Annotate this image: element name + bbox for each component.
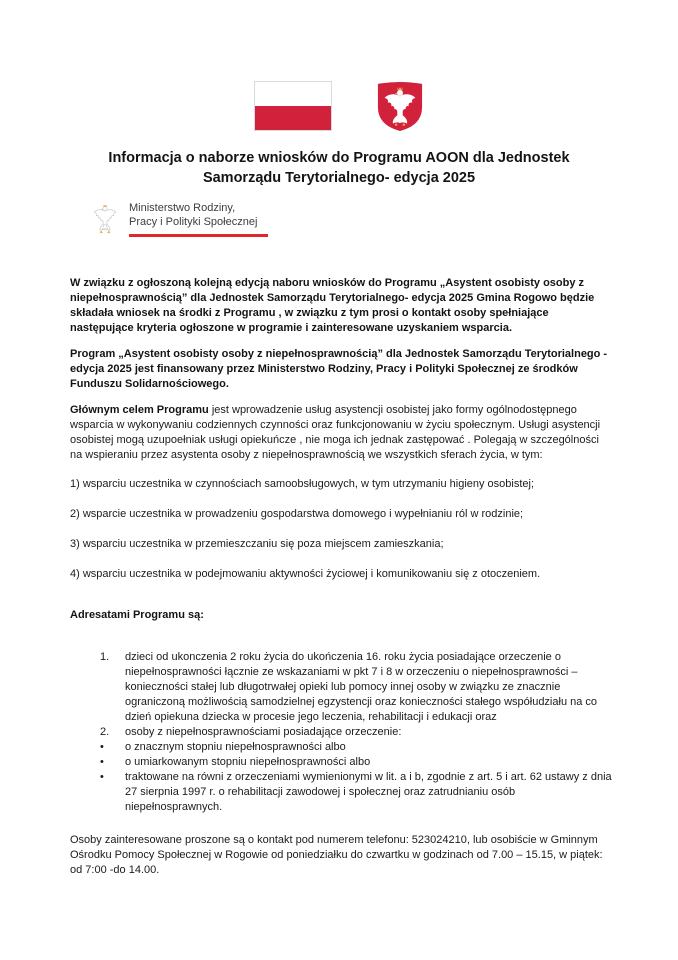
goal-paragraph-lead: Głównym celem Programu	[70, 404, 209, 416]
bullet-marker: •	[100, 756, 104, 768]
addressee-bullet-2	[70, 755, 613, 770]
addressee-bullet-1	[70, 740, 613, 755]
addressees-heading: Adresatami Programu są:	[70, 609, 204, 621]
bullet-marker: •	[100, 771, 104, 783]
document-body	[70, 276, 613, 878]
intro-paragraph: W związku z ogłoszoną kolejną edycją naboru wniosków do Programu „Asystent osobisty osoby z niepełnosprawnością” dla Jednostek Samorządu Terytorialnego- edycja 2025 Gmina Rogowo będzie składała wniosek na środki z Programu , w związku z tym prosi o kontakt osoby spełniające następujące kryteria ogłoszone w programie i zainteresowane uzyskaniem wsparcia.	[70, 277, 595, 334]
flag-white-stripe	[255, 82, 331, 106]
ministry-name-line2: Pracy i Polityki Społecznej	[129, 215, 258, 228]
flag-red-stripe	[255, 106, 331, 130]
contact-paragraph: Osoby zainteresowane proszone są o kontakt pod numerem telefonu: 523024210, lub osobiście w Gminnym Ośrodku Pomocy Społecznej w Rogowie od poniedziałku do czwartku w godzinach od 7.00 – 15.15, w piątek: od 7:00 -do 14.00.	[70, 834, 603, 876]
support-point-3: 3) wsparciu uczestnika w przemieszczaniu się poza miejscem zamieszkania;	[70, 538, 444, 550]
list-item-text: o znacznym stopniu niepełnosprawności albo	[125, 741, 346, 753]
document-title: Informacja o naborze wniosków do Programu AOON dla Jednostek Samorządu Terytorialnego- edycja 2025	[108, 150, 570, 186]
bullet-marker: •	[100, 741, 104, 753]
list-item-text: dzieci od ukonczenia 2 roku życia do ukończenia 16. roku życia posiadające orzeczenie o niepełnosprawności łącznie ze wskazaniami w pkt 7 i 8 w orzeczeniu o niepełnosprawności – konieczności stałej lub długotrwałej opieki lub pomocy innej osoby w związku ze znacznie ograniczoną możliwością samodzielnej egzystencji oraz konieczności stałego współudziału na co dzień opiekuna dziecka w procesie jego leczenia, rehabilitacji i edukacji oraz	[125, 651, 598, 723]
ministry-name	[129, 196, 268, 237]
support-point-4: 4) wsparciu uczestnika w podejmowaniu aktywności życiowej i komunikowaniu się z otoczeniem.	[70, 568, 541, 580]
goal-paragraph	[70, 403, 613, 463]
coat-of-arms-icon	[376, 79, 424, 133]
ministry-name-line1: Ministerstwo Rodziny,	[129, 202, 236, 214]
addressee-bullet-3	[70, 770, 613, 815]
ministry-logo	[88, 196, 678, 240]
addressee-item-2	[70, 725, 613, 740]
list-marker: 2.	[100, 726, 110, 738]
ministry-red-rule	[129, 234, 268, 237]
header-emblems	[0, 0, 678, 133]
support-point-1: 1) wsparciu uczestnika w czynnościach samoobsługowych, w tym utrzymaniu higieny osobistej;	[70, 478, 535, 490]
support-point-2: 2) wsparcie uczestnika w prowadzeniu gospodarstwa domowego i wypełnianiu ról w rodzinie;	[70, 508, 524, 520]
funding-paragraph: Program „Asystent osobisty osoby z niepełnosprawnością” dla Jednostek Samorządu Terytorialnego - edycja 2025 jest finansowany przez Ministerstwo Rodziny, Pracy i Polityki Społecznej ze środków Funduszu Solidarnościowego.	[70, 348, 608, 390]
goal-paragraph-rest: jest wprowadzenie usług asystencji osobistej jako formy ogólnodostępnego wsparcia w wykonywaniu codziennych czynności oraz funkcjonowaniu w życiu społecznym. Usługi asystencji osobistej mogą uzupoełniak usługi opiekuńcze , nie moga ich jednak zastępować . Polegają w szczególności na wspieraniu przez asystenta osoby z niepełnosprawnością we wszystkich sferach życia, w tym:	[70, 404, 601, 461]
polish-flag-icon	[254, 81, 332, 131]
list-item-text: traktowane na równi z orzeczeniami wymienionymi w lit. a i b, zgodnie z art. 5 i art. 62 ustawy z dnia 27 sierpnia 1997 r. o rehabilitacji zawodowej i społecznej oraz zatrudnianiu osób niepełnosprawnych.	[125, 771, 612, 813]
addressee-item-1	[70, 650, 613, 725]
list-item-text: osoby z niepełnosprawnościami posiadające orzeczenie:	[125, 726, 402, 738]
list-item-text: o umiarkowanym stopniu niepełnosprawności albo	[125, 756, 371, 768]
list-marker: 1.	[100, 651, 110, 663]
ministry-eagle-icon	[88, 196, 122, 240]
